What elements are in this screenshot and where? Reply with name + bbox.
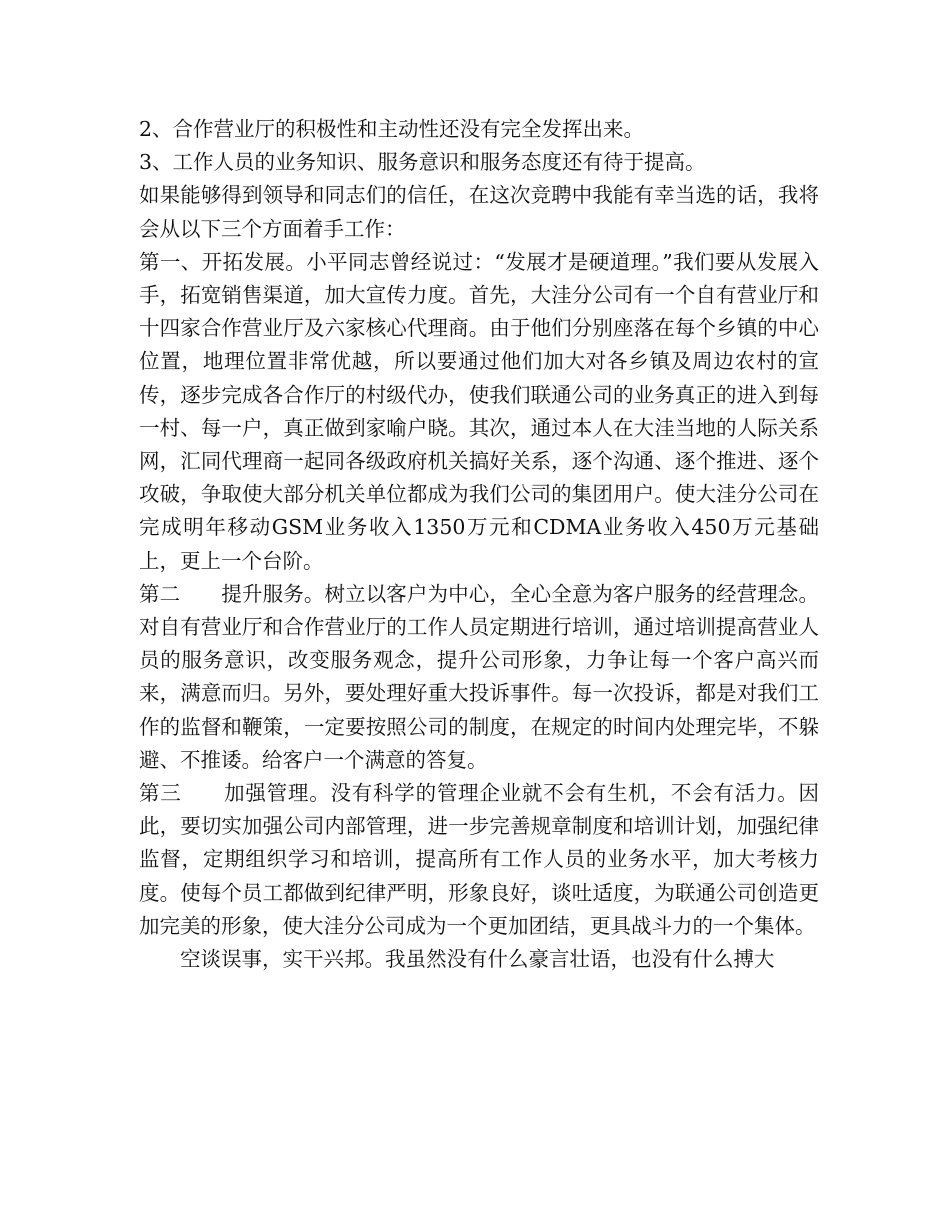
paragraph-issue-3: 3、工作人员的业务知识、服务意识和服务态度还有待于提高。 [139, 150, 706, 175]
paragraph-issue-2: 2、合作营业厅的积极性和主动性还没有完全发挥出来。 [139, 117, 645, 141]
paragraph-point-2-service: 第二 提升服务。树立以客户为中心，全心全意为客户服务的经营理念。对自有营业厅和合作营业厅的工作人员定期进行培训，通过培训提高营业人员的服务意识，改变服务观念，提升公司形象，力争让每一个客户高兴而来，满意而归。另外，要处理好重大投诉事件。每一次投诉，都是对我们工作的监督和鞭策，一定要按照公司的制度，在规定的时间内处理完毕，不躲避、不推诿。给客户一个满意的答复。 [139, 581, 819, 772]
document-body [139, 113, 819, 976]
paragraph-intro-plan: 如果能够得到领导和同志们的信任，在这次竞聘中我能有幸当选的话，我将会从以下三个方面着手工作： [139, 183, 819, 241]
paragraph-point-3-management: 第三 加强管理。没有科学的管理企业就不会有生机，不会有活力。因此，要切实加强公司内部管理，进一步完善规章制度和培训计划，加强纪律监督，定期组织学习和培训，提高所有工作人员的业务水平，加大考核力度。使每个员工都做到纪律严明，形象良好，谈吐适度，为联通公司创造更加完美的形象，使大洼分公司成为一个更加团结，更具战斗力的一个集体。 [139, 781, 819, 938]
paragraph-point-1-development: 第一、开拓发展。小平同志曾经说过：“发展才是硬道理。”我们要从发展入手，拓宽销售渠道，加大宣传力度。首先，大洼分公司有一个自有营业厅和十四家合作营业厅及六家核心代理商。由于他们分别座落在每个乡镇的中心位置，地理位置非常优越，所以要通过他们加大对各乡镇及周边农村的宣传，逐步完成各合作厅的村级代办，使我们联通公司的业务真正的进入到每一村、每一户，真正做到家喻户晓。其次，通过本人在大洼当地的人际关系网，汇同代理商一起同各级政府机关搞好关系，逐个沟通、逐个推进、逐个攻破，争取使大部分机关单位都成为我们公司的集团用户。使大洼分公司在完成明年移动GSM业务收入1350万元和CDMA业务收入450万元基础上，更上一个台阶。 [139, 249, 819, 573]
paragraph-closing: 空谈误事，实干兴邦。我虽然没有什么豪言壮语，也没有什么搏大 [180, 947, 775, 972]
